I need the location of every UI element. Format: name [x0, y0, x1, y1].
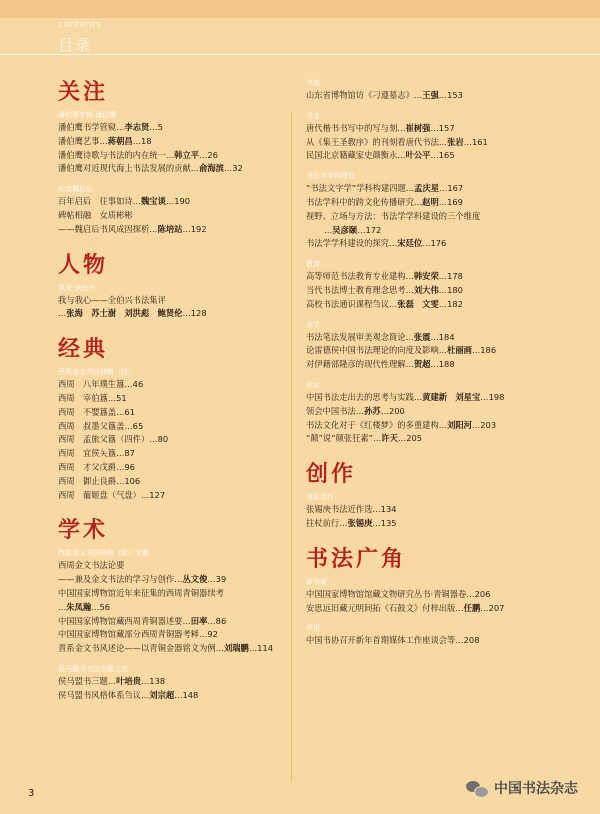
toc-entry [306, 149, 568, 163]
column-heading: 侯马盟书书法专题文丛 [58, 664, 128, 673]
toc-entry [306, 298, 568, 312]
entry-title: 当代书法博士教育理念思考… [306, 284, 414, 295]
entry-title: … [58, 308, 67, 319]
entry-author: 张岩 [447, 136, 464, 147]
spacer [58, 656, 286, 664]
toc-entry [58, 209, 286, 223]
toc-entry [306, 588, 568, 602]
entry-title: ——兼及金文书法的学习与创作… [58, 574, 183, 585]
entry-title: 唐代楷书书写中的写与刻… [306, 122, 406, 133]
toc-entry [306, 122, 568, 136]
entry-title: 西周金文书法论要 [58, 560, 125, 571]
right-column [306, 78, 568, 648]
entry-title: 西周 宜侯夨簋…87 [58, 448, 135, 459]
entry-author: 韩安荣 [413, 271, 439, 282]
left-column [58, 78, 286, 703]
toc-entry [58, 195, 286, 209]
entry-page: …165 [430, 150, 455, 161]
entry-page: …169 [438, 196, 463, 207]
entry-page: …200 [380, 405, 405, 416]
entry-title: … [324, 224, 333, 235]
column-heading: 纪念魏启后 [58, 185, 93, 194]
entry-page: …167 [439, 183, 464, 194]
toc-entry [58, 601, 286, 615]
column-heading: 西周金文书法特辑（续） [58, 368, 135, 377]
entry-title: 西周 葡姬盘（气盘）…127 [58, 489, 166, 500]
toc-entry [58, 642, 286, 656]
entry-page: …86 [207, 615, 227, 626]
column-heading: 书法学学科建设 [306, 172, 355, 181]
entry-title: 民国北京籍藏家史颜衡永… [306, 150, 406, 161]
toc-entry [58, 615, 286, 629]
entry-author: 田率 [190, 615, 208, 626]
entry-title: 潘伯鹰对近现代海上书法发展的贡献… [58, 163, 200, 174]
entry-author: 黄建新 刘星宝 [422, 391, 481, 402]
toc-entry [306, 196, 568, 210]
entry-title: 安思远旧藏元明间拓《石鼓文》付梓出版… [306, 602, 464, 613]
toc-entry [58, 378, 286, 392]
entry-title: 领会中国书法… [306, 405, 365, 416]
entry-author: 任鹏 [463, 602, 481, 613]
entry-title: 书法文化对于《红楼梦》的多重建构… [306, 419, 448, 430]
entry-author: 孟庆星 [414, 183, 440, 194]
entry-author: 刘瑞鹏 [223, 643, 249, 654]
entry-page: …161 [463, 136, 488, 147]
entry-page: …5 [149, 122, 163, 132]
entry-title: 中国国家博物馆近年来征集的西周青铜器续考 [58, 587, 224, 598]
entry-page: …203 [471, 419, 497, 430]
column-heading: 新书架 [306, 577, 327, 586]
entry-title: 张锡庚书法近作选…134 [306, 504, 397, 515]
entry-title: … [58, 601, 67, 612]
entry-author: 刘宗超 [149, 689, 175, 700]
top-band [0, 0, 600, 18]
toc-entry [58, 628, 286, 642]
entry-page: …138 [141, 675, 166, 686]
entry-page: …128 [182, 308, 207, 319]
entry-title: 对伊藉部隆彦的现代性理解… [306, 359, 414, 370]
spacer [58, 176, 286, 184]
entry-title: 从《集王圣教序》的刊刻看唐代书法… [306, 136, 448, 147]
toc-entry [306, 634, 568, 648]
column-heading: 西周金文书法特辑（续）文献 [58, 549, 149, 558]
entry-page: …192 [182, 223, 207, 234]
spacer [306, 446, 568, 460]
entry-page: …39 [207, 574, 227, 585]
entry-author: 丛文俊 [182, 574, 208, 585]
toc-entry [306, 270, 568, 284]
toc-entry [58, 573, 286, 587]
entry-page: …198 [480, 391, 505, 402]
entry-title: 晋系金文书风述论——以青铜金器铭文为例… [58, 643, 224, 654]
toc-entry [58, 433, 286, 447]
entry-author: 魏宝谈 [140, 196, 166, 207]
column-heading: 教育 [306, 260, 320, 269]
entry-page: …18 [132, 135, 152, 146]
entry-page: …182 [438, 298, 463, 309]
toc-entry [306, 89, 568, 103]
entry-author: 许天 [381, 433, 398, 444]
spacer [306, 163, 568, 171]
entry-page: …205 [397, 433, 423, 444]
entry-author: 张海 苏士澍 刘洪彪 鲍贤伦 [66, 308, 183, 319]
entry-author: 王强 [422, 90, 439, 100]
contents-label: contents [58, 20, 102, 30]
entry-author: 韩立平 [174, 149, 200, 160]
entry-title: 侯马盟书风格体系刍议… [58, 689, 150, 700]
toc-entry [306, 517, 568, 531]
toc-entry [306, 432, 568, 446]
page-title: 目录 [58, 36, 93, 54]
spacer [58, 321, 286, 335]
section-heading: 书法广角 [306, 545, 407, 572]
entry-title: 西周 不嬰簋盖…61 [58, 406, 135, 417]
column-heading: 书家近作 [306, 493, 334, 502]
entry-title: 中国书协召开新年首期媒体工作座谈会等…208 [306, 635, 480, 646]
entry-title: 碑帖相融 女质彬彬 [58, 209, 133, 220]
spacer [58, 237, 286, 251]
toc-entry [58, 420, 286, 434]
entry-title: 潘伯鹰书学管窥… [58, 122, 125, 132]
column-heading: 书迹 [306, 79, 320, 87]
entry-author: 叶公平 [405, 150, 431, 161]
entry-author: 张锡庚 [347, 517, 373, 528]
section-heading: 关注 [58, 79, 109, 105]
entry-title: ——魏启后书风成因探析… [58, 223, 158, 234]
entry-author: 张震 [413, 331, 431, 342]
toc-entry [58, 162, 286, 176]
section-heading: 经典 [58, 336, 109, 363]
entry-title: 潘伯鹰艺事… [58, 135, 108, 146]
toc-entry [58, 121, 286, 135]
entry-author: 俞海滨 [199, 163, 224, 174]
toc-entry [58, 223, 286, 237]
entry-page: …157 [430, 122, 455, 133]
toc-entry [306, 419, 568, 433]
entry-title: 潘伯鹰诗歌与书法的内在统一… [58, 149, 175, 160]
entry-title: 山东省博物馆访《刁遵墓志》… [306, 90, 423, 100]
entry-page: …114 [248, 643, 273, 654]
entry-title: 书法学科中的跨文化传播研究… [306, 196, 423, 207]
toc-entry [306, 237, 568, 251]
spacer [306, 372, 568, 380]
entry-author: 李志贤 [124, 122, 150, 132]
wechat-icon [466, 779, 488, 797]
toc-entry [306, 405, 568, 419]
entry-author: 朱凤瀚 [66, 601, 92, 612]
section-heading: 创作 [306, 461, 357, 488]
toc-entry [58, 689, 286, 703]
entry-title: 西周 才父戊爵…96 [58, 461, 135, 472]
entry-title: 论雷德侯中国书法理论的向度及影响… [306, 345, 448, 356]
entry-author: 宋廷位 [397, 238, 423, 249]
entry-page: …56 [91, 601, 111, 612]
entry-page: …32 [223, 163, 243, 174]
column-divider [291, 112, 292, 782]
entry-title: 西周 叔墨父簋盖…65 [58, 420, 144, 431]
entry-title: 中国国家博物馆藏部分西周青铜器考释…92 [58, 629, 218, 640]
toc-entry [58, 559, 286, 573]
entry-author: 叶培贵 [116, 675, 141, 686]
toc-entry [58, 475, 286, 489]
toc-entry [306, 182, 568, 196]
entry-title: 西周 御止良爵…106 [58, 475, 141, 486]
entry-page: …153 [438, 90, 463, 100]
entry-author: 刘阳河 [447, 419, 472, 430]
toc-entry [306, 358, 568, 372]
toc-entry [306, 224, 568, 238]
toc-entry [306, 210, 568, 224]
column-heading: 书史 [306, 111, 320, 120]
entry-author: 赵明 [422, 196, 439, 207]
entry-title: 中国国家博物馆藏西周青铜器述要… [58, 615, 191, 626]
entry-page: …176 [422, 238, 447, 249]
spacer [58, 502, 286, 516]
entry-title: 拄杖前行… [306, 517, 348, 528]
entry-page: …186 [471, 345, 497, 356]
toc-entry [58, 587, 286, 601]
brand-name: 中国书法杂志 [494, 781, 578, 797]
entry-title: 百年启后 往事如诗… [58, 196, 141, 207]
entry-author: 张磊 文雯 [397, 298, 439, 309]
entry-title: 西周 宰伯簋…51 [58, 392, 127, 403]
entry-page: …178 [438, 271, 463, 282]
entry-page: …180 [438, 284, 463, 295]
toc-entry [58, 461, 286, 475]
toc-entry [58, 406, 286, 420]
entry-title: 高校书法通识课程刍议… [306, 298, 398, 309]
spacer [306, 615, 568, 623]
entry-page: …190 [165, 196, 191, 207]
column-heading: 潘伯鹰专辑·潘伯鹰 [58, 111, 117, 119]
entry-title: “颠”说“颠张狂素”… [306, 433, 382, 444]
entry-title: 西周 八年璞生簋…46 [58, 379, 144, 390]
entry-author: 杜丽画 [447, 345, 472, 356]
page-number: 3 [28, 788, 35, 799]
entry-page: …148 [174, 689, 199, 700]
toc-entry [306, 391, 568, 405]
column-heading: 论坛 [306, 380, 320, 389]
entry-page: …172 [357, 224, 382, 235]
section-heading: 人物 [58, 251, 109, 278]
entry-title: 我与我心——全伯兴书法集评 [58, 294, 166, 305]
toc-entry [306, 136, 568, 150]
toc-entry [306, 503, 568, 517]
entry-page: …207 [480, 602, 505, 613]
entry-page: …26 [199, 149, 218, 160]
entry-title: 中国书法走出去的思考与实践… [306, 391, 423, 402]
toc-entry [58, 135, 286, 149]
entry-title: 书法学学科建设的探究… [306, 238, 398, 249]
entry-title: 高等师范书法教育专业建构… [306, 271, 414, 282]
toc-entry [58, 294, 286, 308]
toc-entry [58, 675, 286, 689]
toc-entry [58, 149, 286, 163]
toc-entry [306, 602, 568, 616]
toc-entry [58, 307, 286, 321]
brand-watermark [466, 778, 578, 798]
toc-entry [306, 344, 568, 358]
entry-title: 侯马盟书三题… [58, 675, 117, 686]
section-heading: 学术 [58, 517, 109, 544]
entry-title: 书法笔法发展审美观念简论… [306, 331, 414, 342]
toc-entry [58, 447, 286, 461]
entry-author: 刘大伟 [413, 284, 439, 295]
column-heading: 美学 [306, 320, 320, 329]
toc-entry [58, 489, 286, 503]
spacer [306, 103, 568, 111]
entry-page: …184 [430, 331, 455, 342]
spacer [306, 312, 568, 320]
entry-title: “书法文字学”学科构建四题… [306, 183, 415, 194]
entry-page: …188 [430, 359, 455, 370]
toc-entry [306, 284, 568, 298]
entry-author: 陈培站 [157, 223, 183, 234]
entry-author: 蒋朝昌 [107, 135, 133, 146]
spacer [306, 251, 568, 259]
column-heading: 风采·全伯兴 [58, 283, 96, 292]
toc-entry [58, 392, 286, 406]
spacer [306, 531, 568, 545]
column-heading: 资讯 [306, 624, 320, 633]
entry-page: …135 [372, 517, 397, 528]
entry-title: 中国国家博物馆馆藏文物研究丛书·青铜器卷…206 [306, 588, 491, 599]
header-divider [0, 54, 600, 55]
entry-author: 吴彦颐 [332, 224, 358, 235]
entry-author: 孙苏 [364, 405, 381, 416]
entry-author: 贺超 [413, 359, 431, 370]
entry-author: 崔树强 [405, 122, 431, 133]
toc-entry [306, 331, 568, 345]
entry-title: 西周 孟旅父簋（四件）…80 [58, 434, 169, 445]
entry-title: 视野、立场与方法：书法学学科建设的三个维度 [306, 210, 481, 221]
